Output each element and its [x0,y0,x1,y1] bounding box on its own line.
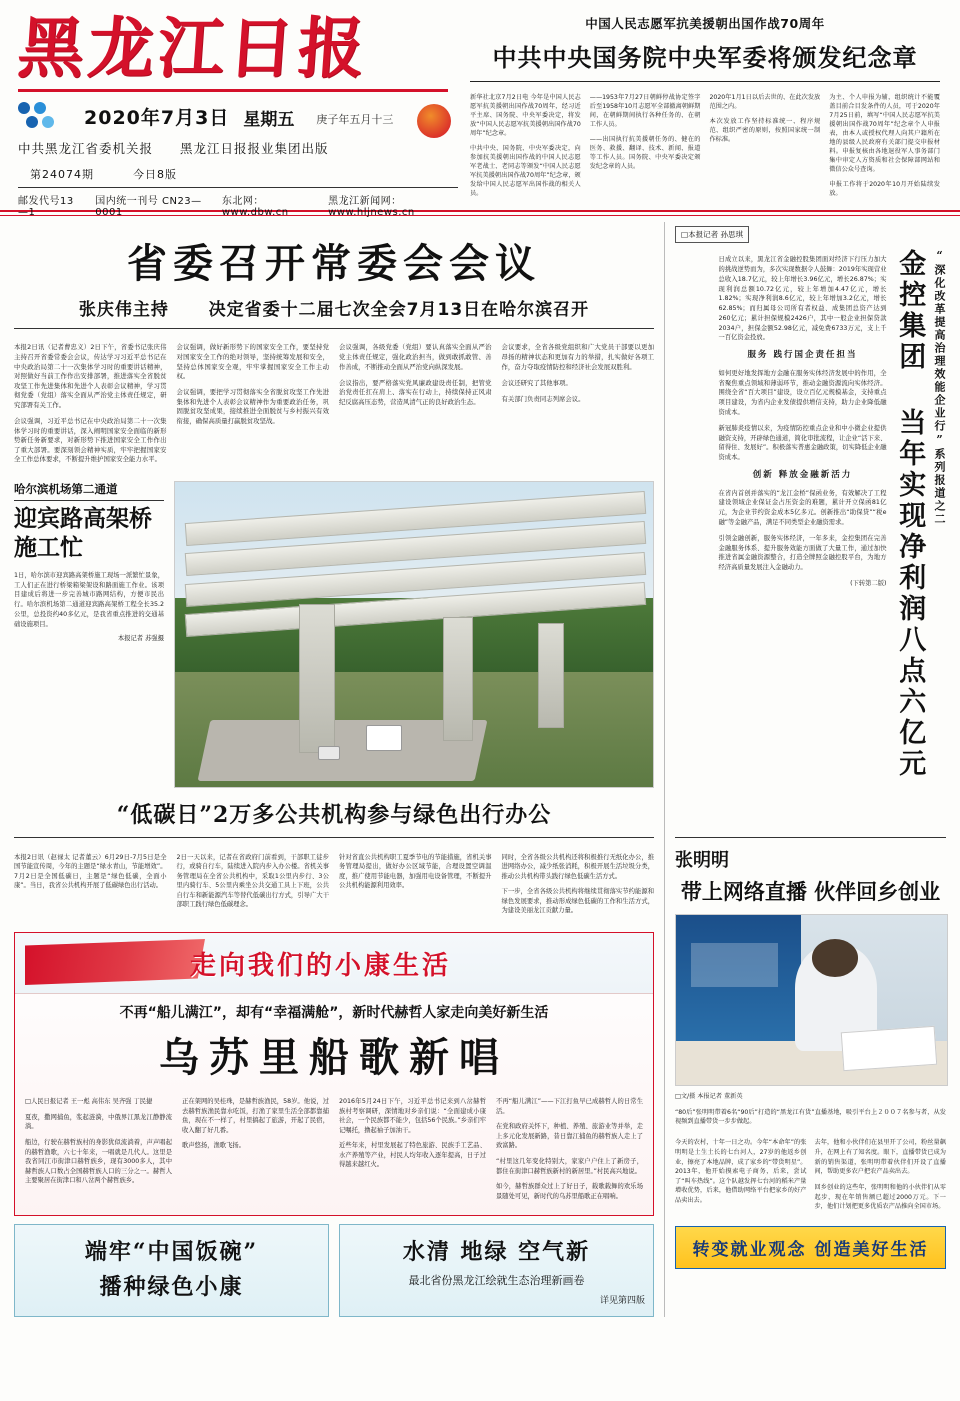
paragraph: 本次发放工作坚持标准统一、程序规范、组织严密的原则，按照国家统一制作标准。 [709,118,821,144]
divider [14,837,654,838]
paragraph: 2016年5月24日下午，习近平总书记来到八岔赫哲族村考察调研，深情地对乡亲们说：“全面建成小康社会，一个民族都不能少，包括56个民族。”乡亲们牢记嘱托，撸起袖子加油干。 [339,1098,486,1134]
profile-name: 张明明 [675,850,729,871]
banner-title: 乌苏里船歌新唱 [159,1034,509,1081]
paragraph: 会议强调，习近平总书记在中央政治局第二十一次集体学习时的重要讲话，深入阐明国家安全面临的新形势新任务新要求，对新形势下推进国家安全工作作出了重大部署。要深刻领会精神实质，牢牢把握国家安全工作总体要求，不断提升维护国家安全能力水平。 [14,417,167,464]
promo-line-3: 最北省份黑龙江绘就生态治理新画卷 [408,1274,585,1288]
photo-story-side [14,481,164,788]
byline: □人民日报记者 王一彪 高伟东 吴齐强 丁民捷 [25,1098,153,1106]
issue-number: 第24074期 [30,168,94,182]
org-secondary: 黑龙江日报报业集团出版 [180,141,329,157]
photo-story-kicker: 哈尔滨机场第二通道 [14,481,164,501]
masthead-issue-row [18,166,458,182]
promo-card-food[interactable] [14,1224,329,1317]
top-story-body [470,88,940,205]
seal-icon [417,104,451,138]
weekday: 星期五 [243,110,295,131]
promo-card-eco[interactable] [339,1224,654,1317]
newspaper-logo: 黑龙江日报 [15,9,371,87]
paragraph: ——1953年7月27日朝鲜停战协定签字后至1958年10月志愿军全部撤离朝鲜期间，在朝鲜期间执行各种任务的、在朝工作人员。 [589,94,701,129]
paragraph: 日成立以来，黑龙江省金融控股集团面对经济下行压力加大的挑战逆势而为，多次实现数据令人鼓舞：2019年实现营业总收入18.7亿元，较上年增长3.96亿元，增长26.87%；实现利润总额10.72亿元，较上年增加4.47亿元，增长1.82%；实现净利润8.6亿元，较上年增加3.2亿元，增长62.85%；而归属母公司所有者权益、成集团总资产达到260亿元；累计担保规模2426户，其中一般企业担保贷款2034户，担保金额52.98亿元，减免费6733万元，支上千一百亿资金投放。 [718,256,887,342]
paragraph: 回乡创业的这些年，张明明和他的小伙伴们从零起步，现在年销售额已超过2000万元。下一步，他们计划把更多优质农产品推向全国市场。 [814,1184,946,1211]
lead-subhead-right: 决定省委十二届七次全会7月13日在哈尔滨召开 [208,300,590,320]
paragraph: 近些年来，村里发展起了特色旅游、民族手工艺品、水产养殖等产业，村民人均年收入逐年提高，日子过得越来越红火。 [339,1142,486,1169]
paragraph: 2日一天以来，记者在省政府门前看到，干部职工徒步行，或骑自行车，陆续进入院内步入办公楼。省机关事务管理局在全省公共机构中，采取1公里内步行、3公里内骑行车、5公里内乘坐公共交通工具上下班，公共自行车和新能源汽车等替代低碳出行方式，引导广大干部职工践行绿色低碳理念。 [176,853,329,908]
paragraph: 船边，行驶在赫哲族村的身影犹似流淌着，声声唱起的赫哲渔歌，六七十年来，一唱就是几代人。这里是我省同江市街津口赫哲族乡，现有3000多人，其中赫哲族人口数占全国赫哲族人口的三分之一。赫哲人主要聚居在街津口和八岔两个赫哲族乡。 [25,1139,172,1184]
photo-caption: “80后”张明明带着6名“90后”打造的“黑龙江有货”直播基地，吸引平台上２００７名参与者，从发视频到直播带货一步步做起。 [675,1108,946,1125]
paragraph: 会议强调，要把学习贯彻落实全省脱贫攻坚工作先进集体和先进个人表彰会议精神作为重要政治任务，巩固脱贫攻坚成果，接续推进全面脱贫与乡村振兴有效衔接，确保高质量打赢脱贫攻坚战。 [176,388,329,426]
photo-story-body: 1日，哈尔滨市迎宾路高架桥施工现场一派繁忙景象，工人们正在进行桥梁箱梁架设和路面施工作业。该项目建成后将进一步完善城市路网结构，方便市民出行。哈尔滨机场第二通道迎宾路高架桥工程全长35.2公里，总投资约40多亿元，是我省重点推进的交通基础设施项目。 [14,571,164,628]
lead-subhead-left: 张庆伟主持 [78,300,169,320]
paragraph: 去年，他和小伙伴们在县里开了公司，粉丝量飙升，在网上有了知名度。眼下，直播带货已成为新的销售渠道，张明明带着伙伴们开设了直播间，帮助更多农户把农产品卖出去。 [814,1139,946,1176]
lead-subhead [14,295,654,320]
masthead-date-row [18,96,458,130]
finance-headline: 金控集团 当年实现净利润八点六亿元 [894,249,926,780]
paragraph: ——出国执行抗美援朝任务的、健在的医务、救援、翻译、技术、新闻、报道等工作人员。国务院、中央军委决定颁发纪念章的人员。 [589,136,701,171]
paragraph: 本报2日讯（赵禄太 记者董云）6月29日-7月5日是全国节能宣传周，今年的主题是“绿水青山，节能增效”。7月2日是全国低碳日，主题是“绿色低碳，全面小康”。当日，我省公共机构开展了低碳绿色出行活动。 [14,853,167,890]
promo-row [14,1224,654,1317]
paragraph: 夏夜，撒网捕鱼，浆起涟漪，中俄界江黑龙江静静流淌。 [25,1114,172,1131]
paragraph: 有关部门负责同志列席会议。 [501,394,585,403]
divider [470,81,940,82]
paragraph: 会议还研究了其他事项。 [501,378,572,387]
masthead [0,0,960,219]
series-label: “深化改革提高治理效能企业行”系列报道之二 [933,249,946,526]
org-primary: 中共黑龙江省委机关报 [18,141,154,157]
paragraph: 为主、个人申报为辅，组织统计不能覆盖目前合目发条件的人员，可于2020年7月25日前，填写“中国人民志愿军抗美援朝出国作战70周年”纪念章个人申报表，由本人或授权代理人向其户籍所在地的县级人民政府有关部门提交申报材料。申报复核由各地退役军人事务部门集中审定人方资质和社会保障部网站和微信公众号查询。 [829,94,940,174]
site-hljnews[interactable]: 黑龙江新闻网：www.hljnews.cn [328,196,415,219]
paragraph: 不再“船儿满江”——下江打鱼早已成赫哲人的日常生活。 [496,1098,643,1115]
site-dbw[interactable]: 东北网：www.dbw.cn [221,196,289,219]
masthead-org [18,139,458,157]
promo-line-2: 播种绿色小康 [99,1274,244,1301]
divider [14,328,654,329]
publication-date: 2020年7月3日 [84,107,230,130]
finance-body [719,249,887,829]
low-carbon-headline: “低碳日”2万多公共机构参与绿色出行办公 [116,802,552,829]
bottom-slogan-banner: 转变就业观念 创造美好生活 [675,1226,946,1269]
logo-dots-icon [18,100,74,130]
paragraph: 歌声悠扬，渔歌飞扬。 [182,1142,245,1150]
photo-story [14,481,654,788]
cn-number: 国内统一刊号 CN23—0001 [95,196,202,219]
paragraph: 会议要求，全省各级党组织和广大党员干部要以更加昂扬的精神状态和更加有力的举措，扎实做好各项工作，奋力夺取疫情防控和经济社会发展双胜利。 [501,343,654,371]
lead-body [14,337,654,471]
photo-story-title: 迎宾路高架桥施工忙 [14,505,152,562]
paragraph: 在党和政府关怀下，种植、养殖、旅游业等并举，走上多元化发展新路，昔日靠江捕鱼的赫哲族人走上了致富路。 [496,1123,643,1150]
paragraph: 下一步，全省各级公共机构将继续贯彻落实节约能源和绿色发展要求，推动形成绿色低碳的工作和生活方式，为建设美丽龙江贡献力量。 [501,888,654,915]
main-content [0,216,960,1317]
banner-body [15,1091,653,1215]
promo-line-1: 端牢“中国饭碗” [84,1239,259,1266]
profile-body [675,1132,946,1218]
paragraph: 会议指出，要严格落实党风廉政建设责任制，把管党治党责任扛在肩上、落实在行动上，持续保持正风肃纪反腐高压态势，营造风清气正的良好政治生态。 [339,378,492,406]
logo-rule [18,89,448,92]
ribbon-text: 走向我们的小康生活 [190,951,452,981]
photo-byline: □文/摄 本报记者 董新英 [675,1093,743,1101]
left-column [14,222,664,1317]
top-story-kicker: 中国人民志愿军抗美援朝出国作战70周年 [585,16,825,31]
masthead-left [15,9,458,219]
paragraph: 本报2日讯（记者曹忠义）2日下午，省委书记张庆伟主持召开省委常委会会议，传达学习习近平总书记在中央政治局第二十一次集体学习时的重要讲话精神，对照做好当前工作作出安排部署，推进落实全省脱贫攻坚工作先进集体和先进个人表彰会议精神，学习贯彻党委（党组）落实全面从严治党主体责任规定，研究部署有关工作。 [14,343,167,410]
paragraph: 正在架网的吴桂珠，是赫哲族渔民，58岁。他说，过去赫哲族渔民靠水吃饭，打渔了家里生活全部都靠捕鱼，现在不一样了，村里搞起了旅游，开起了民宿，收入翻了好几番。 [182,1098,329,1134]
red-flag-icon [25,939,205,985]
divider [675,837,946,838]
lunar-date: 庚子年五月十三 [316,113,394,127]
lead-headline: 省委召开常委会会议 [127,240,541,287]
paragraph: 新冠肺炎疫情以来，为疫情防控重点企业和中小微企业提供融资支持，开辟绿色通道，简化审批流程，让企业“活下来、留得住、发展好”。积极落实普惠金融政策，切实降低企业融资成本。 [718,424,887,462]
promo-page-ref[interactable]: 详见第四版 [599,1296,645,1307]
paragraph: 引领金融创新，服务实体经济，一年多来，金控集团在完善金融服务体系、提升服务效能方面做了大量工作，通过加快推进省属金融资源整合，打造全牌照金融控股平台，为地方经济高质量发展注入金融动力。 [718,534,887,572]
low-carbon-body [14,846,654,922]
top-story [470,14,940,205]
page-count: 今日8版 [132,168,177,182]
right-byline: □本报记者 孙思琪 [675,226,749,243]
paragraph: 针对省直公共机构职工夏季节电的节能措施，省机关事务管理局提出，做好办公区域节能，合理设置空调温度，推广使用节能电器，加强用电设备管理，不断提升公共机构能源利用效率。 [339,853,492,890]
banner-subhead: 不再“船儿满江”，却有“幸福满舱”，新时代赫哲人家走向美好新生活 [119,1005,549,1021]
promo-line-1: 水清 地绿 空气新 [402,1239,591,1266]
paragraph: 同时，全省各级公共机构还将积极推行无纸化办公，推进网络办公，减少纸张消耗，积极开展生活垃圾分类，推动公共机构带头践行绿色低碳生活方式。 [501,853,654,880]
paragraph: 中共中央、国务院、中央军委决定，向参加抗美援朝出国作战的中国人民志愿军老战士、老同志等颁发“中国人民志愿军抗美援朝出国作战70周年”纪念章，颁发给中国人民志愿军出国作战的相关人员。 [470,145,581,198]
paragraph: “村里这几年变化特别大，家家户户住上了新房子，都住在街津口赫哲族新村的新居里。”村民高兴地说。 [496,1158,643,1175]
ribbon-graphic [15,933,653,994]
paragraph: 如何更好地发挥地方金融在服务实体经济发展中的作用，全省聚焦重点领域和薄弱环节，推动金融资源流向实体经济。围绕全省“百大项目”建设，设立百亿元规模基金，支持重点项目建设，为省内企业发债提供增信支持，助力企业降低融资成本。 [718,369,887,416]
right-column [664,222,946,1317]
continuation-note[interactable]: (下转第二版) [850,580,887,588]
paragraph: 2020年1月1日以后去世的、在此次发放范围之内。 [709,94,821,111]
section-heading: 创新 释放金融新活力 [752,470,853,481]
paragraph: 今天的农村，十年一日之功。今年“本命年”的张明明是土生土长的七台河人，27岁的他返乡创业，擦亮了本地品牌，成了家乡的“带货明星”。2013年，他开始摸索电子商务，后来，尝试了“叫车热线”。这个队越发挥七台河的稻米产量增收优势，后来，他借助网络平台把家乡的好产品卖出去。 [675,1139,807,1205]
feature-banner [14,932,654,1216]
finance-story [675,249,946,829]
bridge-construction-photo [174,481,654,788]
photo-credit: 本报记者 苏强摄 [117,635,164,643]
paragraph: 申报工作将于2020年10月开始陆续发放。 [829,181,940,198]
profile-photo [675,914,948,1086]
profile-headline: 带上网络直播 伙伴回乡创业 [680,879,941,904]
section-heading: 服务 践行国企责任担当 [747,350,858,361]
top-story-headline: 中共中央国务院中央军委将颁发纪念章 [492,43,918,72]
paragraph: 如今，赫哲族群众过上了好日子，载歌载舞的欢乐场景随处可见，新时代的乌苏里船歌正在唱响。 [496,1183,643,1200]
postal-code: 邮发代号13—1 [18,196,74,219]
paragraph: 在省内首创并落实的“龙江金桥”保函业务，有效解决了工程建设领域企业保证金占压资金的难题，累计开立保函81亿元，为企业节约资金成本5亿多元。创新推出“助保贷”“税e融”等金融产品，满足不同类型企业融资需求。 [718,489,887,526]
paragraph: 会议强调，做好新形势下的国家安全工作，要坚持党对国家安全工作的绝对领导，坚持统筹发展和安全，坚持总体国家安全观，牢牢掌握国家安全工作主动权。 [176,343,329,381]
paragraph: 新华社北京7月2日电 今年是中国人民志愿军抗美援朝出国作战70周年，经习近平主席、国务院、中央军委决定，将发放“中国人民志愿军抗美援朝出国作战70周年”纪念章。 [470,94,581,138]
masthead-footer [18,187,458,218]
paragraph: 会议强调，各级党委（党组）要认真落实全面从严治党主体责任规定，强化政治担当，做到敢抓敢管、善作善成，不断推动全面从严治党向纵深发展。 [339,343,492,371]
